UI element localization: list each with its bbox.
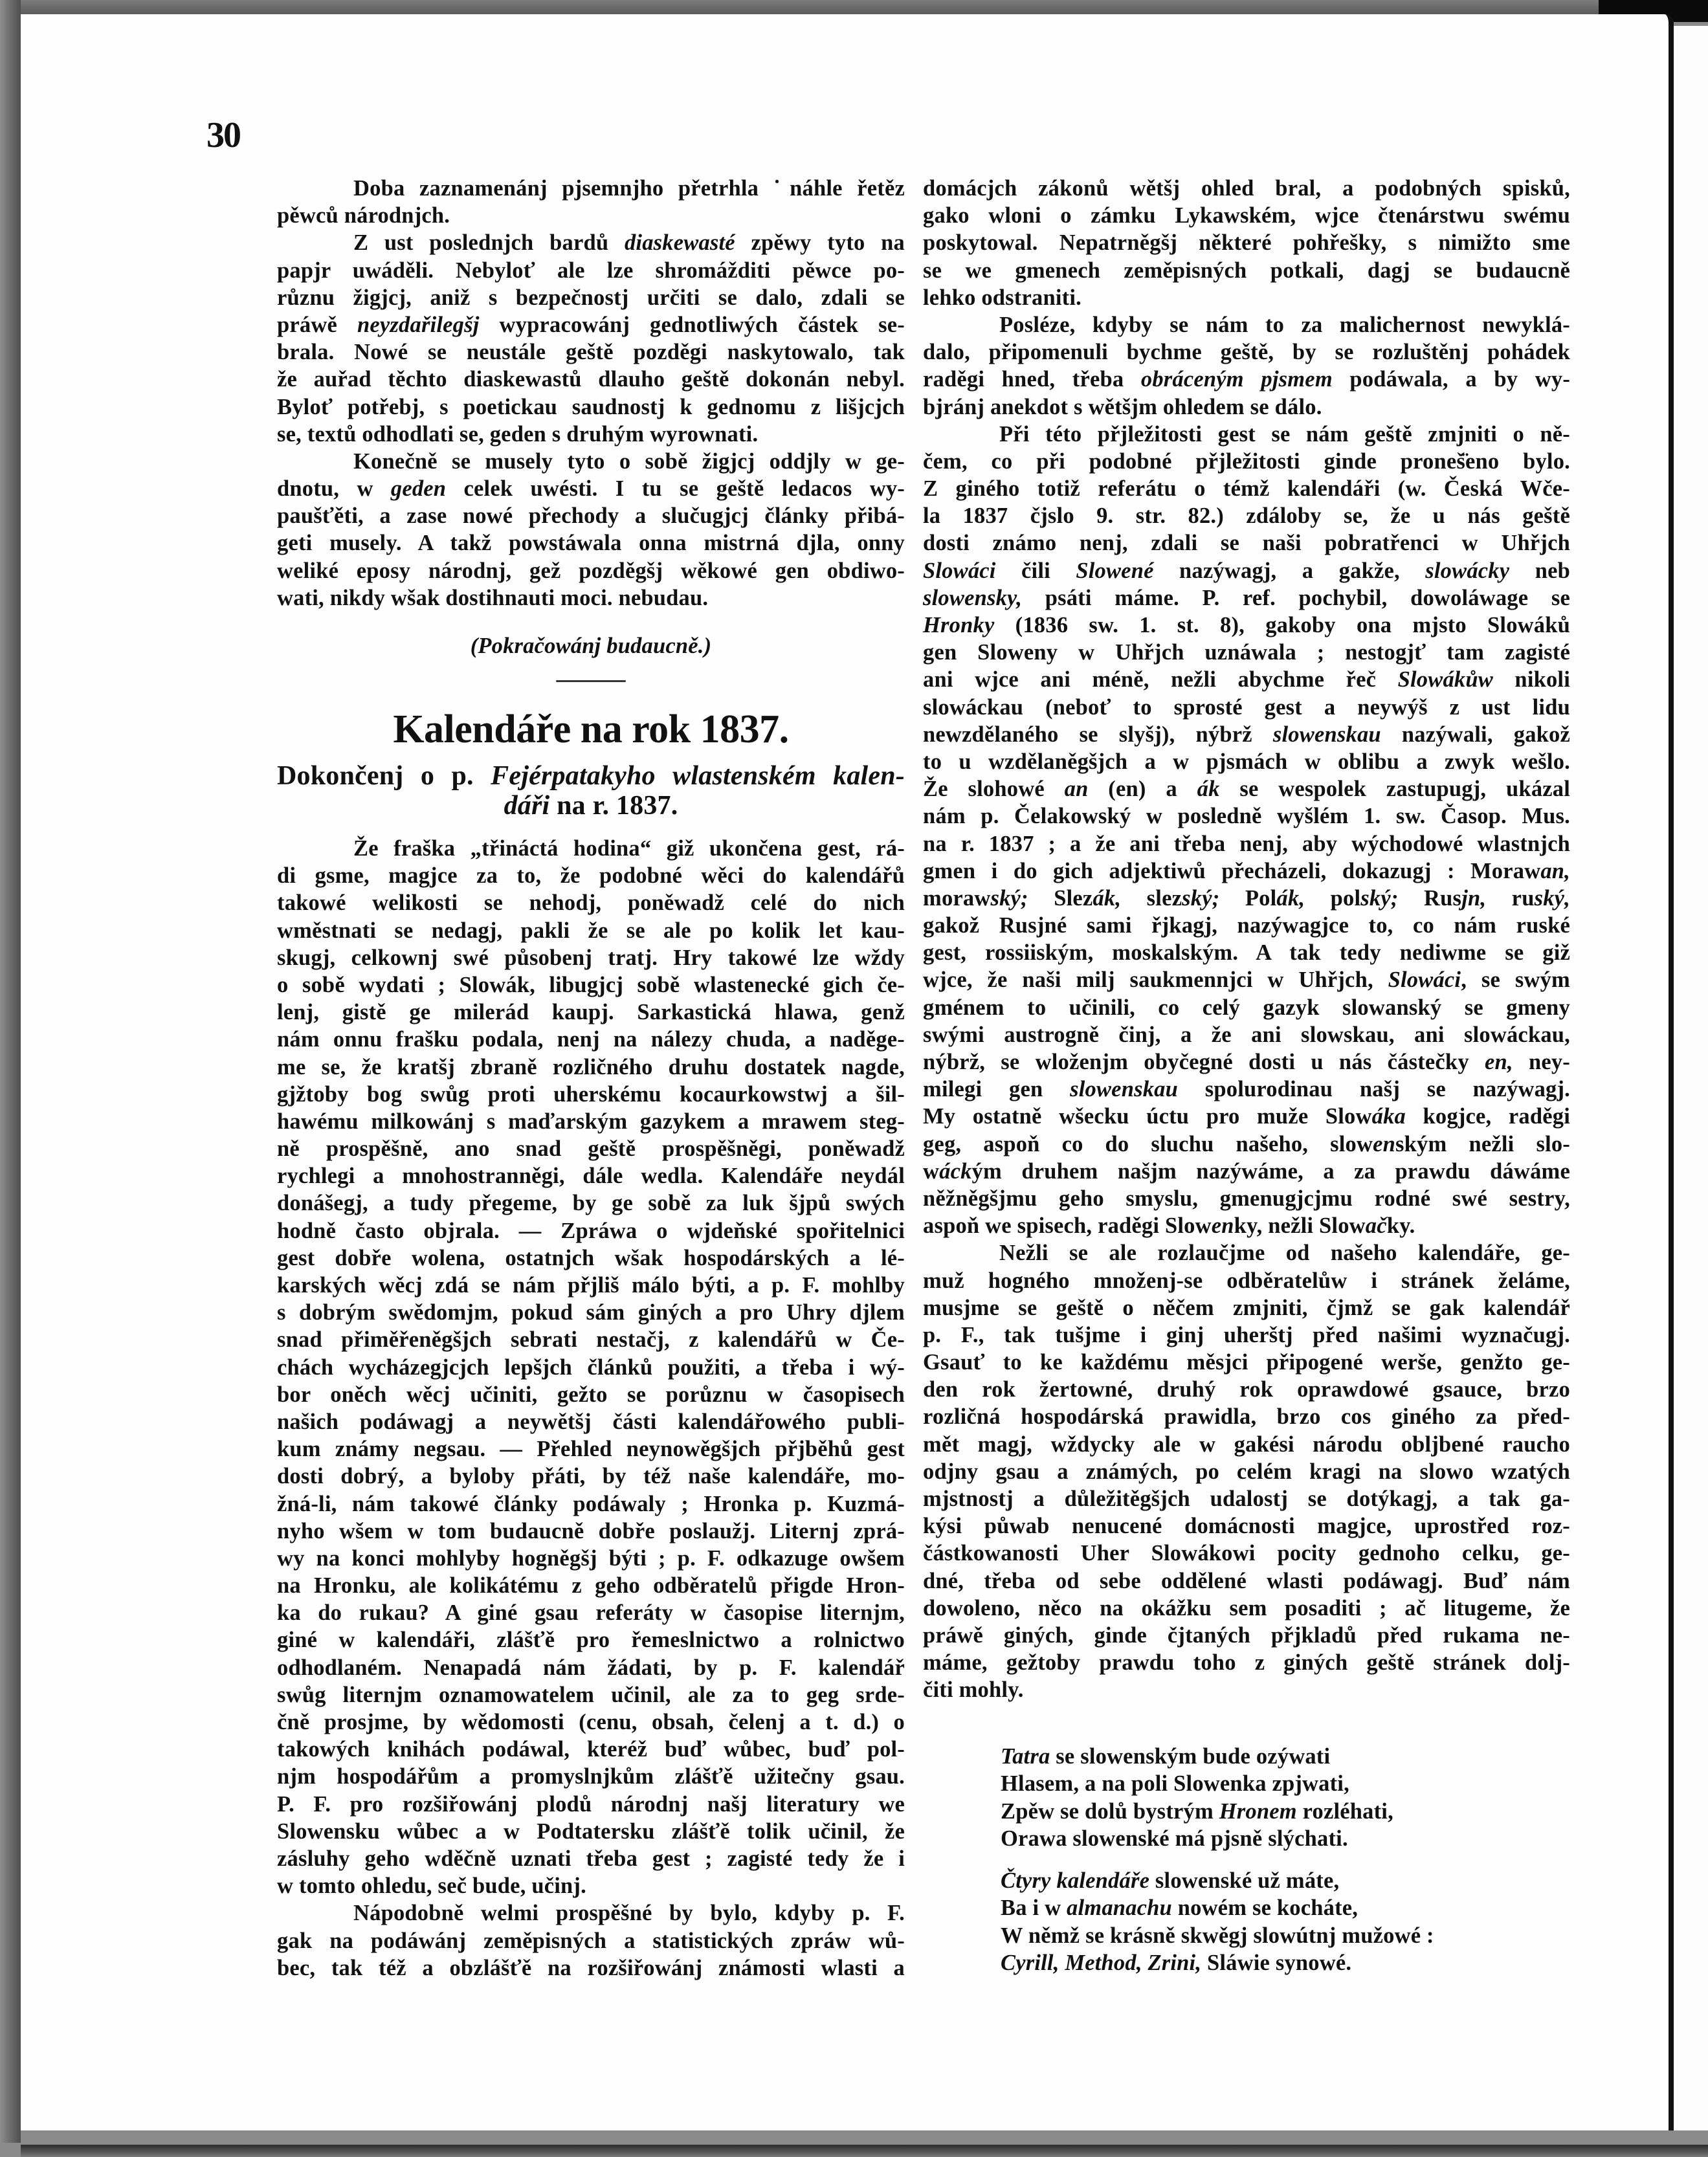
paragraph xyxy=(923,175,1570,311)
verse-stanza xyxy=(1001,1867,1570,1977)
text-line: bjránj anekdot s wětšjm ohledem se dálo. xyxy=(923,394,1322,419)
text-line: práwě giných, ginde čjtaných přjkladů před rukama ne- xyxy=(923,1622,1570,1648)
verse-line: Zpěw se dolů bystrým Hronem rozléhati, xyxy=(1001,1798,1393,1824)
text-line: ně prospěšně, ano snad geště prospěšněgi, poněwadž xyxy=(277,1136,905,1162)
text-line: milegi gen slowenskau spolurodinau našj se nazýwagj. xyxy=(923,1077,1570,1102)
text-line: donášegj, a tudy přegeme, by ge sobě za luk šjpů swých xyxy=(277,1191,905,1216)
text-line: wati, nikdy wšak dostihnauti moci. nebudau. xyxy=(277,585,709,610)
text-line: Slowensku wůbec a w Podtatersku zlášťě tolik učinil, že xyxy=(277,1819,905,1844)
verse-stanza xyxy=(1001,1743,1570,1853)
text-line: se, textů odhodlati se, geden s druhým wyrownati. xyxy=(277,421,759,447)
text-line: Nežli se ale rozlaučjme od našeho kalendáře, ge- xyxy=(999,1241,1570,1266)
text-line: Konečně se musely tyto o sobě žigjcj oddjly w ge- xyxy=(353,448,905,474)
text-line: na r. 1837 ; a že ani třeba nenj, aby wýchodowé wlastnjch xyxy=(923,831,1570,856)
text-line: našich podáwagj a neywětšj části kalendářowého publi- xyxy=(277,1409,905,1434)
text-line: rozličná hospodárská prawidla, brzo cos giného za před- xyxy=(923,1404,1570,1430)
text-line: newzdělaného se slyšj), nýbrž slowenskau nazýwali, gakož xyxy=(923,722,1570,747)
left-column xyxy=(277,175,905,1982)
paragraph xyxy=(923,1239,1570,1703)
verse-line: Orawa slowenské má pjsně slýchati. xyxy=(1001,1826,1348,1851)
text-line: me se, že kratšj zbraně rozličného druhu dostatek nagde, xyxy=(277,1054,905,1079)
text-line: gménem to učinili, co celý gazyk slowanský se gmeny xyxy=(923,995,1570,1020)
text-line: práwě neyzdařilegšj wypracowánj gednotliwých částek se- xyxy=(277,312,905,337)
section-divider xyxy=(556,680,626,682)
text-line: dné, třeba od sebe oddělené wlasti podáwagj. Buď nám xyxy=(923,1568,1570,1593)
text-line: pěwců národnjch. xyxy=(277,203,450,228)
paragraph xyxy=(277,835,905,1899)
text-line: gjžtoby bog swůg proti uherskému kocaurkowstwj a šil- xyxy=(277,1081,905,1107)
article-subtitle xyxy=(277,761,905,821)
text-line: bec, tak též a obzlášťě na rozšiřowánj známosti wlasti a xyxy=(277,1955,905,1980)
text-line: Byloť potřebj, s poetickau saudnostj k gednomu z lišjcjch xyxy=(277,394,905,419)
text-line: gak na podáwánj zeměpisných a statistických zpráw wů- xyxy=(277,1928,905,1953)
text-line: snad přiměřeněgšjch sebrati nestačj, z kalendářů w Če- xyxy=(277,1327,905,1353)
page-number: 30 xyxy=(206,115,240,155)
text-line: raděgi hned, třeba obráceným pjsmem podáwala, a by wy- xyxy=(923,367,1571,392)
text-line: My ostatně wšecku úctu pro muže Slowáka kogjce, raděgi xyxy=(923,1104,1570,1129)
text-line: bor oněch wěcj učiniti, gežto se porůznu w časopisech xyxy=(277,1382,905,1407)
text-line: karských wěcj zdá se nám přjliš málo býti, a p. F. mohlby xyxy=(277,1273,905,1298)
text-line: muž hogného množenj-se odběratelůw i stránek želáme, xyxy=(923,1268,1570,1293)
verse-line: Hlasem, a na poli Slowenka zpjwati, xyxy=(1001,1771,1349,1796)
text-line: dowoleno, něco na okážku sem posaditi ; ač litugeme, že xyxy=(923,1595,1570,1621)
text-line: den rok žertowné, druhý rok oprawdowé gsauce, brzo xyxy=(923,1377,1570,1402)
text-line: Doba zaznamenánj pjsemnjho přetrhla ˙náhle řetěz xyxy=(353,176,905,201)
text-line: nám p. Čelakowský w posledně wyšlém 1. sw. Časop. Mus. xyxy=(923,804,1570,829)
text-line: domácjch zákonů wětšj ohled bral, a podobných spisků, xyxy=(923,176,1570,201)
text-line: Posléze, kdyby se nám to za malichernost newyklá- xyxy=(999,312,1570,337)
text-line: poskytowal. Nepatrněgšj některé pohřešky, s nimižto sme xyxy=(923,230,1570,256)
text-line: musjme se geště o něčem zmjniti, čjmž se gak kalendář xyxy=(923,1295,1570,1320)
paragraph xyxy=(277,1899,905,1982)
text-line: papjr uwáděli. Nebyloť ale lze shromážditi pěwce po- xyxy=(277,258,905,283)
text-line: kum známy negsau. — Přehled neynowěgšjch přjběhů gest xyxy=(277,1437,905,1462)
subtitle-line: dáři na r. 1837. xyxy=(504,791,678,821)
text-line: chách wycházegjcjch lepšjch článků použiti, a třeba i wý- xyxy=(277,1355,905,1380)
book-page xyxy=(21,14,1674,2130)
text-line: zásluhy geho wděčně uznati třeba gest ; zagisté tedy že i xyxy=(277,1846,905,1871)
verse-line: Cyrill, Method, Zrini, Sláwie synowé. xyxy=(1001,1951,1352,1975)
text-line: wy na konci mohlyby hogněgšj býti ; p. F. odkazuge owšem xyxy=(277,1545,905,1571)
article-body-continued xyxy=(923,175,1570,1704)
text-line: takowé welikosti se nehodj, poněwadž celé do nich xyxy=(277,890,905,916)
text-line: mět magj, wždycky ale w gakési národu obljbené raucho xyxy=(923,1432,1570,1457)
text-line: Hronky (1836 sw. 1. st. 8), gakoby ona mjsto Slowáků xyxy=(923,613,1570,637)
text-line: kýsi půwab nenucené domácnosti magjce, uprostřed roz- xyxy=(923,1514,1570,1539)
text-line: čiti mohly. xyxy=(923,1677,1024,1703)
text-line: Z giného totiž referátu o témž kalendáři (w. Česká Wče- xyxy=(923,476,1570,502)
text-line: slowáckau (neboť to sprosté gest a neywýš z ust lidu xyxy=(923,694,1570,720)
paragraph xyxy=(277,175,905,229)
text-line: nýbrž, se wloženjm obyčegné dosti u nás částečky en, ney- xyxy=(923,1050,1570,1074)
text-line: aspoň we spisech, raděgi Slowenky, nežli Slowačky. xyxy=(923,1213,1415,1239)
text-line: máme, gežtoby prawdu toho z giných geště stránek dolj- xyxy=(923,1650,1570,1676)
text-line: Z ust poslednjch bardů diaskewasté zpěwy tyto na xyxy=(353,230,905,256)
text-line: P. F. pro rozšiřowánj plodů národnj našj literatury we xyxy=(277,1791,905,1817)
text-line: brala. Nowé se neustále geště pozděgi naskytowalo, tak xyxy=(277,340,905,365)
text-line: gen Sloweny w Uhřjch uznáwala ; nestogjť tam zagisté xyxy=(923,640,1570,665)
text-line: geti musely. A takž powstáwala onna mistrná djla, onny xyxy=(277,531,905,556)
text-line: Že slohowé an (en) a ák se wespolek zastupugj, ukázal xyxy=(923,777,1571,802)
text-line: gest, rossiiským, moskalským. A tak tedy nediwme se giž xyxy=(923,940,1570,966)
text-line: že auřad těchto diaskewastů dlauho geště dokonán nebyl. xyxy=(277,367,905,392)
text-line: gest dobře wolena, ostatnjch wšak hospodárských a lé- xyxy=(277,1245,905,1270)
text-line: Slowáci čili Slowené nazýwagj, a gakže, slowácky neb xyxy=(923,558,1570,583)
article-title: Kalendáře na rok 1837. xyxy=(393,707,789,751)
text-line: hodně často objrala. — Zpráwa o wjdeňské spořitelnici xyxy=(277,1218,905,1243)
paragraph xyxy=(923,421,1570,1240)
text-line: se we gmenech zeměpisných potkali, dagj se budaucně xyxy=(923,258,1570,283)
text-line: něžněgšjmu geho smyslu, gmenugjcjmu rodné swé sestry, xyxy=(923,1186,1570,1211)
text-line: weliké eposy národnj, gež pozděgšj wěkowé gen obdiwo- xyxy=(277,558,905,583)
text-line: dnotu, w geden celek uwésti. I tu se geště ledacos wy- xyxy=(277,476,905,502)
scan-margin-right xyxy=(1674,26,1708,2130)
text-line: odhodlaném. Nenapadá nám žádati, by p. F. kalendář xyxy=(277,1655,905,1680)
scan-border-top xyxy=(0,0,1708,14)
text-line: swými austrogně činj, a že ani slowskau, ani slowáckau, xyxy=(923,1022,1570,1047)
text-line: di gsme, magjce za to, že podobné wěci do kalendářů xyxy=(277,863,905,889)
text-line: geg, aspoň co do sluchu našeho, slowenským nežli slo- xyxy=(923,1131,1570,1156)
text-line: Nápodobně welmi prospěšné by bylo, kdyby p. F. xyxy=(353,1901,905,1926)
text-line: Že fraška „třináctá hodina“ giž ukončena gest, rá- xyxy=(353,836,905,861)
text-line: hawému milkowánj s maďarským gazykem a mrawem steg- xyxy=(277,1109,905,1134)
text-line: nám onnu frašku podala, nenj na nálezy chuda, a naděge- xyxy=(277,1027,905,1052)
text-line: dosti známo nenj, zdali se naši pobratřenci w Uhřjch xyxy=(923,531,1570,556)
text-line: wáckým druhem našjm nazýwáme, a za prawdu dáwáme xyxy=(923,1158,1570,1184)
article-body xyxy=(277,835,905,1982)
paragraph xyxy=(277,448,905,612)
text-line: o sobě wydati ; Slowák, libugjcj sobě wlastenecké gich če- xyxy=(277,972,905,997)
text-line: dalo, připomenuli bychme geště, by se rozluštěnj pohádek xyxy=(923,340,1570,365)
text-line: gakož Rusjné sami řjkagj, nazýwagjce to, co nám ruské xyxy=(923,913,1570,938)
text-line: njm hospodářům a promyslnjkům zlášťě užitečny gsau. xyxy=(277,1764,905,1789)
text-line: na Hronku, ale kolikátému z geho odběratelů přigde Hron- xyxy=(277,1573,905,1598)
subtitle-line: Dokončenj o p. Fejérpatakyho wlastenském kalen- xyxy=(277,761,905,791)
text-line: s dobrým swědomjm, pokud sám giných a pro Uhry djlem xyxy=(277,1300,905,1325)
verse-block xyxy=(923,1743,1570,1977)
text-line: rychlegi a mnohostranněgi, dále wedla. Kalendáře neydál xyxy=(277,1164,905,1189)
text-line: w tomto ohledu, seč bude, učinj. xyxy=(277,1874,586,1899)
text-line: p. F., tak tušjme i ginj uherštj před našimi wyznačugj. xyxy=(923,1322,1570,1347)
text-line: swůg liternjm oznamowatelem učinil, ale za to geg srde- xyxy=(277,1682,905,1707)
paragraph xyxy=(923,311,1570,421)
text-line: gmen i do gich adjektiwů přecházeli, dokazugj : Morawan, xyxy=(923,858,1570,883)
verse-line: Ba i w almanachu nowém se kocháte, xyxy=(1001,1896,1359,1920)
text-line: čně prosjme, by wědomosti (cenu, obsah, čelenj a t. d.) o xyxy=(277,1710,905,1734)
text-line: žná-li, nám takowé články podáwaly ; Hronka p. Kuzmá- xyxy=(277,1491,905,1516)
text-line: gako wloni o zámku Lykawském, wjce čtenárstwu swému xyxy=(923,203,1570,228)
verse-line: W němž se krásně skwěgj slowútnj mužowé : xyxy=(1001,1923,1434,1948)
text-line: slowensky, psáti máme. P. ref. pochybil, dowoláwage se xyxy=(923,585,1570,610)
text-line: morawský; Slezák, slezský; Polák, polský; Rusjn, ruský, xyxy=(923,885,1571,911)
text-line: různu žigjcj, aniž s bezpečnostj určiti se dalo, zdali se xyxy=(277,285,905,310)
text-line: la 1837 čjslo 9. str. 82.) zdáloby se, že u nás geště xyxy=(923,503,1570,529)
text-line: takowých knihách podáwal, kteréž buď wůbec, buď pol- xyxy=(277,1737,905,1762)
scan-border-left xyxy=(0,0,21,2143)
text-line: lehko odstraniti. xyxy=(923,285,1081,310)
text-line: ka do rukau? A giné gsau referáty w časopise liternjm, xyxy=(277,1600,905,1626)
continuation-note: (Pokračowánj budaucně.) xyxy=(470,634,712,658)
text-line: Gsauť to ke každému měsjci připogené werše, genžto ge- xyxy=(923,1350,1570,1375)
text-line: mjstnostj a důležitěgšjch udalostj se dotýkagj, a tak ga- xyxy=(923,1487,1570,1511)
text-line: nyho wšem w tom budaucně dobře poslaužj. Liternj zprá- xyxy=(277,1518,905,1543)
text-line: to u wzdělaněgšjch a w pjsmách w oblibu a zwyk wešlo. xyxy=(923,749,1570,774)
text-line: Při této přjležitosti gest se nám geště zmjniti o ně- xyxy=(999,421,1570,447)
text-line: wjce, že naši milj saukmennjci w Uhřjch, Slowáci, se swým xyxy=(923,968,1570,993)
text-line: dosti dobrý, a byloby přáti, by též naše kalendáře, mo- xyxy=(277,1464,905,1489)
scan-border-bottom xyxy=(21,2145,1708,2157)
text-line: lenj, gistě ge milerád kaupj. Sarkastická hlawa, genž xyxy=(277,1000,905,1025)
text-line: odjny gsau a známých, po celém kragi na slowo wzatých xyxy=(923,1459,1570,1484)
text-line: giné w kalendáři, zlášťě pro řemeslnictwo a rolnictwo xyxy=(277,1628,905,1653)
text-line: částkowanosti Uher Slowákowi pocity gednoho celku, ge- xyxy=(923,1541,1570,1566)
right-column xyxy=(923,175,1570,1977)
text-line: ani wjce ani méně, nežli abychme řeč Slowákůw nikoli xyxy=(923,667,1571,692)
verse-line: Čtyry kalendáře slowenské už máte, xyxy=(1001,1868,1340,1893)
intro-text xyxy=(277,175,905,612)
text-line: wměstnati se nedagj, pakli že se ale po kolik let kau- xyxy=(277,918,905,943)
verse-line: Tatra se slowenským bude ozýwati xyxy=(1001,1743,1331,1769)
text-line: skugj, celkownj swé působenj tratj. Hry takowé lze wždy xyxy=(277,945,905,970)
paragraph xyxy=(277,229,905,448)
text-line: čem, co při podobné přjležitosti ginde proneš̈eno bylo. xyxy=(923,448,1570,474)
text-line: paušťěti, a zase nowé přechody a slučugjcj články přibá- xyxy=(277,503,905,529)
